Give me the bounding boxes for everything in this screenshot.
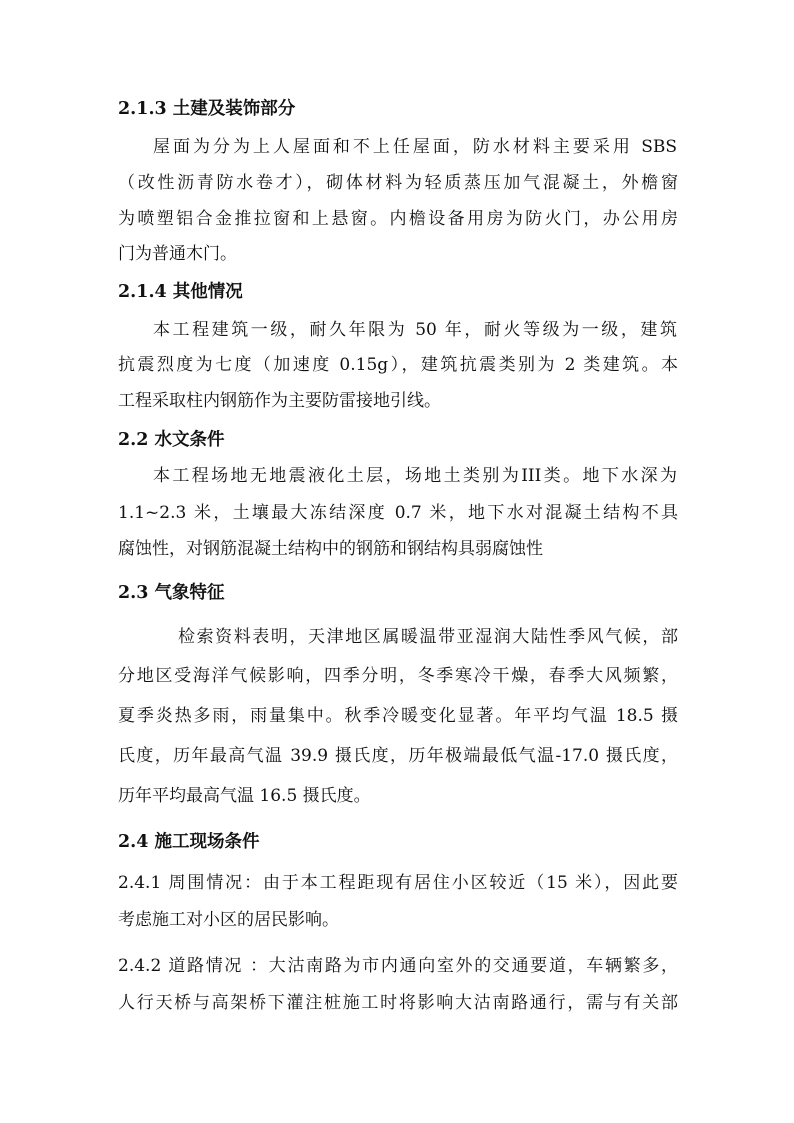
paragraph-line: 分地区受海洋气候影响，四季分明，冬季寒冷干燥，春季大风频繁， bbox=[118, 666, 678, 686]
section-heading-2-2: 2.2 水文条件 bbox=[118, 430, 225, 450]
paragraph-line: 2.4.1 周围情况：由于本工程距现有居住小区较近（15 米），因此要 bbox=[118, 873, 678, 893]
paragraph-line: （改性沥青防水卷才），砌体材料为轻质蒸压加气混凝土，外檐窗 bbox=[118, 173, 678, 193]
paragraph-line: 历年平均最高气温 16.5 摄氏度。 bbox=[118, 786, 371, 806]
paragraph-line: 为喷塑铝合金推拉窗和上悬窗。内檐设备用房为防火门，办公用房 bbox=[118, 209, 678, 229]
paragraph-line: 抗震烈度为七度（加速度 0.15g），建筑抗震类别为 2 类建筑。本 bbox=[118, 355, 678, 375]
section-heading-2-1-3: 2.1.3 土建及装饰部分 bbox=[118, 99, 296, 119]
paragraph-line: 检索资料表明，天津地区属暖温带亚湿润大陆性季风气候，部 bbox=[178, 627, 678, 647]
section-heading-2-1-4: 2.1.4 其他情况 bbox=[118, 282, 243, 302]
paragraph-line: 工程采取柱内钢筋作为主要防雷接地引线。 bbox=[118, 391, 441, 411]
paragraph-line: 腐蚀性，对钢筋混凝土结构中的钢筋和钢结构具弱腐蚀性 bbox=[118, 539, 543, 559]
paragraph-line: 屋面为分为上人屋面和不上任屋面，防水材料主要采用 SBS bbox=[153, 137, 677, 157]
paragraph-line: 2.4.2 道路情况 ：大沽南路为市内通向室外的交通要道，车辆繁多， bbox=[118, 956, 678, 976]
paragraph-line: 考虑施工对小区的居民影响。 bbox=[118, 910, 339, 930]
paragraph-line: 人行天桥与高架桥下灌注桩施工时将影响大沽南路通行，需与有关部 bbox=[118, 993, 678, 1013]
paragraph-line: 夏季炎热多雨，雨量集中。秋季冷暖变化显著。年平均气温 18.5 摄 bbox=[118, 706, 678, 726]
paragraph-line: 门为普通木门。 bbox=[118, 244, 237, 264]
paragraph-line: 本工程建筑一级，耐久年限为 50 年，耐火等级为一级，建筑 bbox=[153, 320, 677, 340]
paragraph-line: 1.1~2.3 米，土壤最大冻结深度 0.7 米，地下水对混凝土结构不具 bbox=[118, 503, 678, 523]
paragraph-line: 氏度，历年最高气温 39.9 摄氏度，历年极端最低气温-17.0 摄氏度， bbox=[118, 746, 678, 766]
section-heading-2-4: 2.4 施工现场条件 bbox=[118, 832, 260, 852]
section-heading-2-3: 2.3 气象特征 bbox=[118, 583, 225, 603]
paragraph-line: 本工程场地无地震液化土层，场地土类别为III类。地下水深为 bbox=[153, 466, 677, 486]
